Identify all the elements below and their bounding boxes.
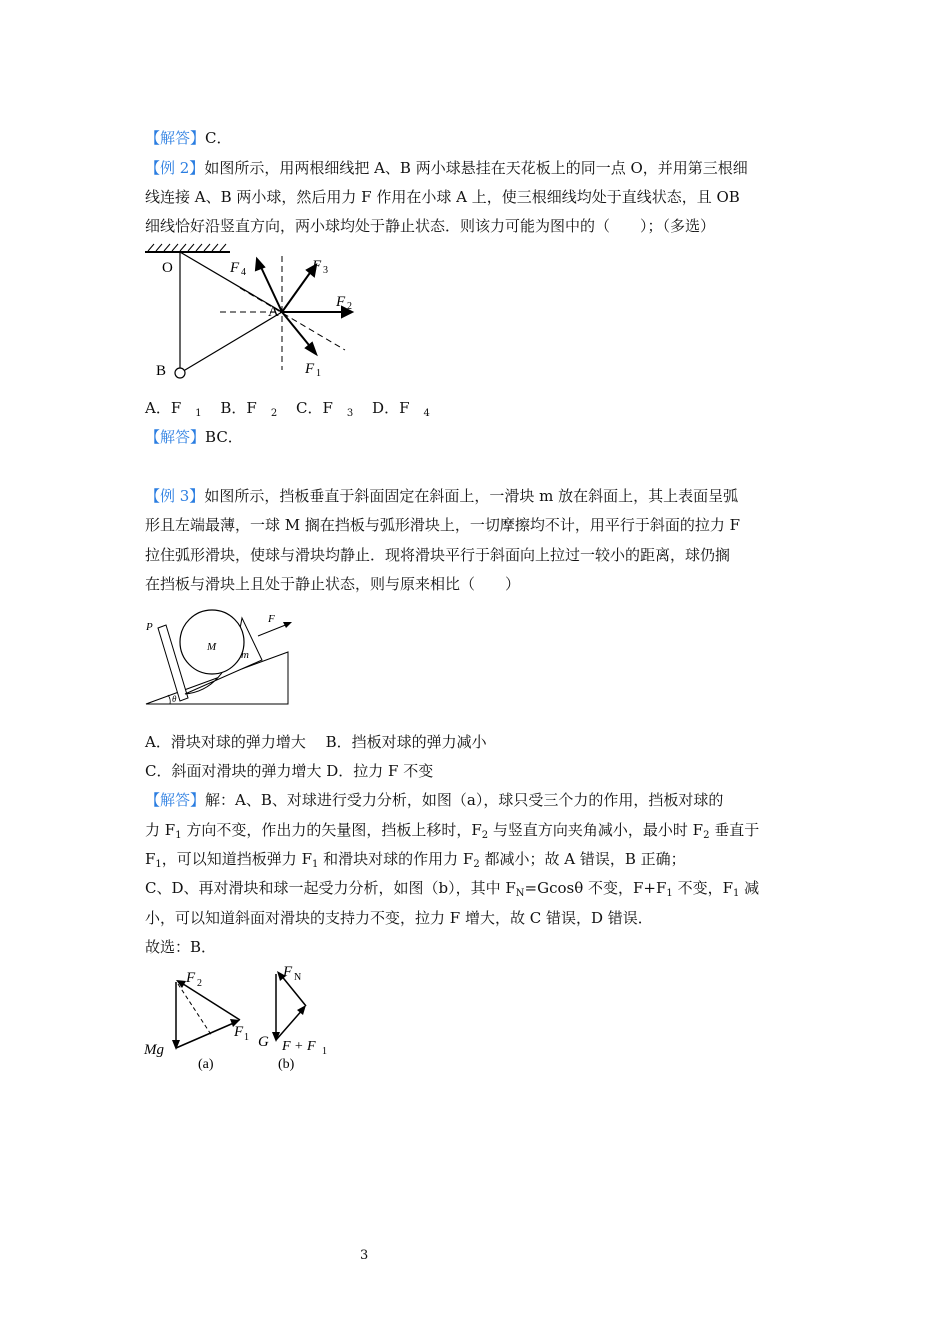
label-a: (a) xyxy=(198,1057,214,1072)
ex3-solution-3: $F_1$，可以知道挡板弹力 $F_1$ 和滑块对球的作用力 $F_2$ 都减小；故 A 错误，B 正确； xyxy=(145,850,686,870)
answer-tag: 【解答】 xyxy=(145,791,206,809)
label-F: F xyxy=(268,613,275,625)
label-F2-sub: 2 xyxy=(347,301,352,312)
ex3-text: 如图所示，挡板垂直于斜面固定在斜面上，一滑块 m 放在斜面上，其上表面呈弧 xyxy=(204,487,739,505)
answer-tag: 【解答】 xyxy=(145,428,206,446)
label-b: (b) xyxy=(278,1057,295,1072)
label-F2: F xyxy=(336,294,346,310)
example-tag: 【例 3】 xyxy=(145,487,205,505)
label-F3: F xyxy=(312,258,322,274)
answer-tag: 【解答】 xyxy=(145,129,206,147)
label-M: M xyxy=(207,641,217,653)
label-Mg: Mg xyxy=(144,1042,164,1058)
option-a: A．F $_1$ xyxy=(145,399,202,419)
svg-text:1: 1 xyxy=(244,1032,249,1043)
ex2-options xyxy=(145,398,444,418)
answer-text: BC． xyxy=(205,428,243,446)
option-d: D．F $_4$ xyxy=(372,399,430,419)
label-G: G xyxy=(258,1034,269,1050)
label-F2: F xyxy=(186,970,196,986)
svg-text:2: 2 xyxy=(197,978,202,989)
label-F3-sub: 3 xyxy=(323,265,328,276)
ex3-solution-5: 小，可以知道斜面对滑块的支持力不变，拉力 F 增大，故 C 错误，D 错误． xyxy=(145,909,653,927)
label-F4: F xyxy=(230,260,240,276)
ex3-line-2: 形且左端最薄，一球 M 搁在挡板与弧形滑块上，一切摩擦均不计，用平行于斜面的拉力 F xyxy=(145,516,741,534)
option-b: B．F $_2$ xyxy=(220,399,278,419)
ex1-answer xyxy=(145,128,232,148)
option-c: C．F $_3$ xyxy=(296,399,354,419)
ex3-solution-1: 【解答】解：A、B、对球进行受力分析，如图（a），球只受三个力的作用，挡板对球的 xyxy=(145,791,724,809)
ex3-solution-2: 力 $F_1$ 方向不变，作出力的矢量图，挡板上移时，$F_2$ 与竖直方向夹角减小，最小时 $F_2$ 垂直于 xyxy=(145,821,760,841)
label-F1: F xyxy=(305,361,315,377)
label-theta: θ xyxy=(172,694,177,704)
svg-text:N: N xyxy=(294,972,302,983)
ex2-text: 如图所示，用两根细线把 A、B 两小球悬挂在天花板上的同一点 O，并用第三根细 xyxy=(204,159,748,177)
ex2-figure xyxy=(140,240,370,385)
ex2-line-3: 细线恰好沿竖直方向，两小球均处于静止状态．则该力可能为图中的（ ）；（多选） xyxy=(145,217,716,235)
page-number: 3 xyxy=(360,1248,369,1263)
label-F1-sub: 1 xyxy=(316,368,321,379)
ex3-options-1: A．滑块对球的弹力增大 B．挡板对球的弹力减小 xyxy=(145,733,487,751)
ex2-line-2: 线连接 A、B 两小球，然后用力 F 作用在小球 A 上，使三根细线均处于直线状态，且 OB xyxy=(145,188,740,206)
svg-text:1: 1 xyxy=(322,1046,327,1057)
label-FN: F xyxy=(283,964,293,980)
ex2-answer xyxy=(145,427,243,447)
label-m: m xyxy=(241,649,249,661)
label-B: B xyxy=(156,363,167,379)
ex3-figure-ab xyxy=(140,960,340,1078)
label-F1: F xyxy=(234,1024,244,1040)
label-F-plus-F1: F + F xyxy=(282,1039,316,1054)
answer-text: C． xyxy=(205,129,232,147)
ex3-figure xyxy=(140,598,295,710)
label-A: A xyxy=(268,304,279,320)
label-F4-sub: 4 xyxy=(241,267,246,278)
ex3-line-1 xyxy=(145,486,738,506)
example-tag: 【例 2】 xyxy=(145,159,205,177)
ex3-solution-6: 故选：B． xyxy=(145,938,217,956)
ex3-line-4: 在挡板与滑块上且处于静止状态，则与原来相比（ ） xyxy=(145,575,521,593)
label-P: P xyxy=(146,621,153,633)
ex3-solution-4: C、D、再对滑块和球一起受力分析，如图（b），其中 $F_N=Gcos\theta$ 不变，$F+F_1$ 不变，$F_1$ 减 xyxy=(145,879,760,899)
ex2-line-1 xyxy=(145,158,748,178)
label-O: O xyxy=(162,260,173,276)
ex3-options-2: C．斜面对滑块的弹力增大 D．拉力 F 不变 xyxy=(145,762,434,780)
ex3-line-3: 拉住弧形滑块，使球与滑块均静止．现将滑块平行于斜面向上拉过一较小的距离，球仍搁 xyxy=(145,546,731,564)
